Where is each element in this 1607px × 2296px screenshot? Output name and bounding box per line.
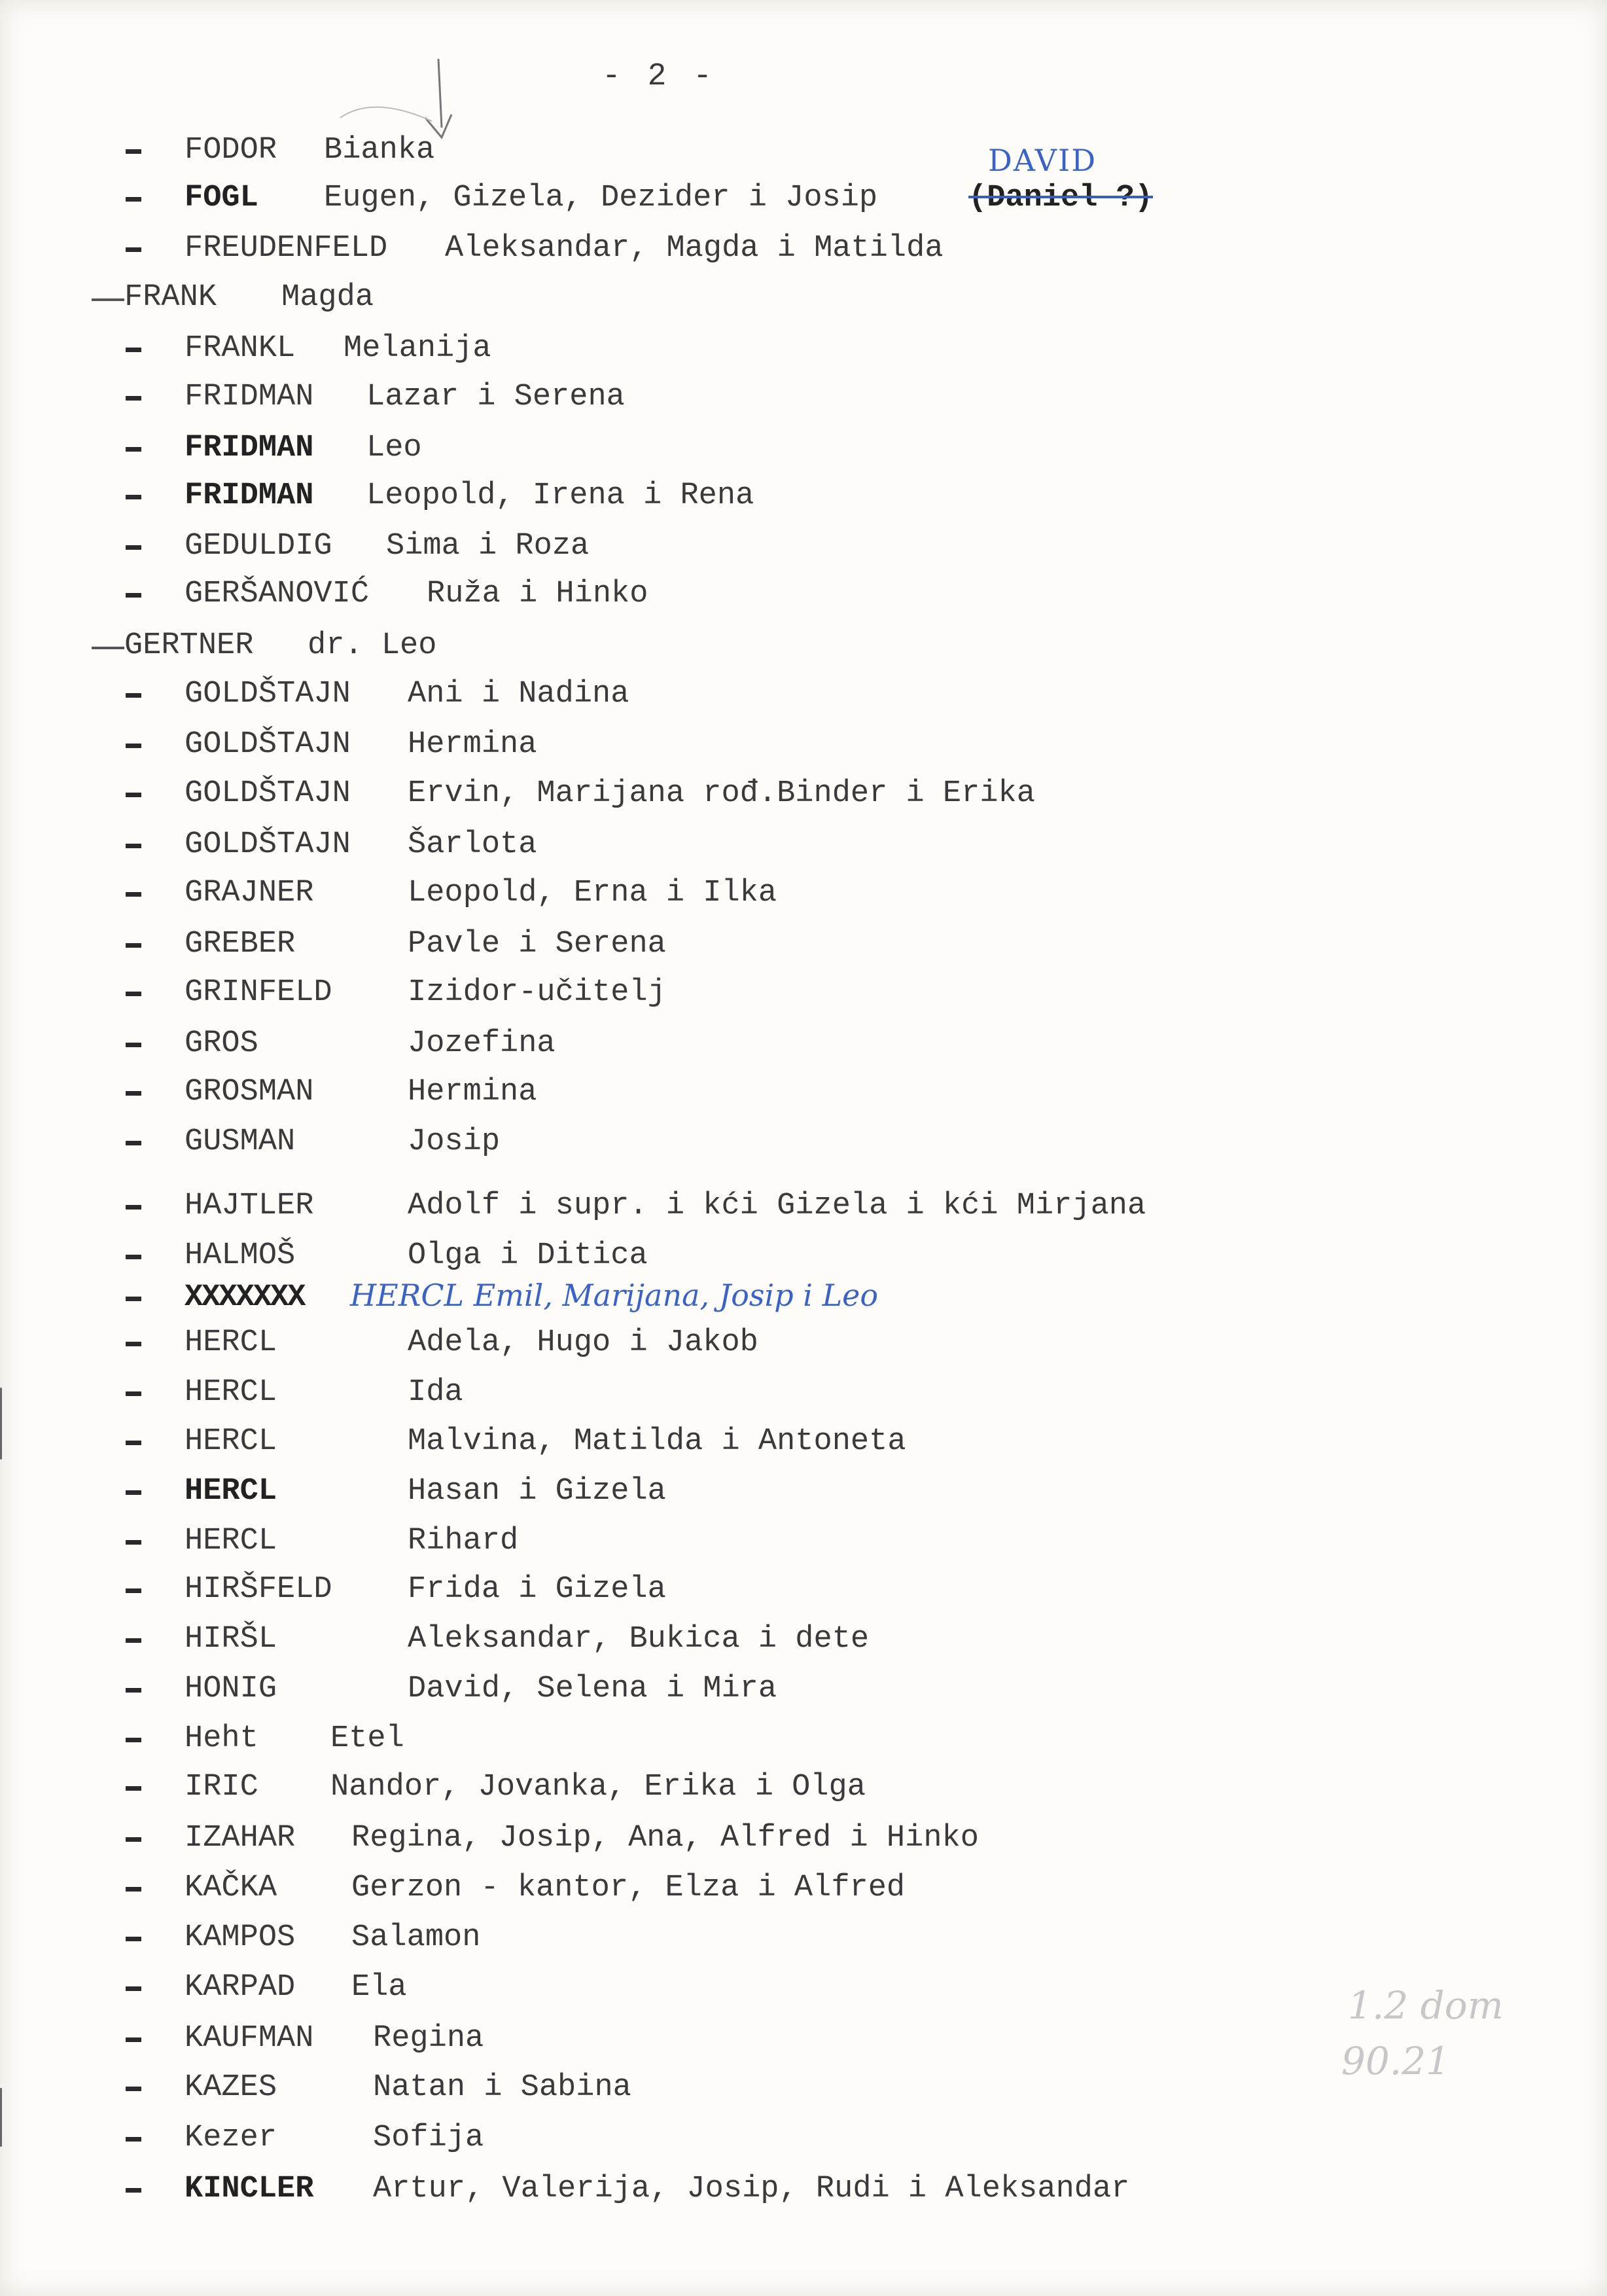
list-item <box>0 1816 1607 1861</box>
list-dash <box>126 197 141 202</box>
list-dash <box>126 1688 141 1693</box>
given-names: Gerzon - kantor, Elza i Alfred <box>351 1871 906 1905</box>
list-item <box>0 2115 1607 2161</box>
given-names: Jozefina <box>408 1026 556 1061</box>
list-item <box>0 1666 1607 1712</box>
struck-out-surname: XXXXXXX <box>185 1280 305 1315</box>
page-number: - 2 - <box>602 59 716 94</box>
surname: GROS <box>185 1026 258 1061</box>
list-dash <box>126 992 141 996</box>
list-item <box>0 1915 1607 1961</box>
list-dash <box>126 2037 141 2042</box>
list-dash <box>126 1786 141 1791</box>
surname: KARPAD <box>185 1970 296 2005</box>
given-names: Ida <box>408 1375 463 1410</box>
given-names: Ani i Nadina <box>408 677 629 711</box>
list-item <box>0 374 1607 420</box>
list-dash <box>126 1986 141 1991</box>
surname: KAUFMAN <box>185 2021 314 2056</box>
surname: Heht <box>185 1721 258 1756</box>
given-names: Josip <box>408 1124 501 1159</box>
list-dash <box>126 2188 141 2193</box>
list-item <box>0 1865 1607 1911</box>
given-names: Leo <box>366 431 422 465</box>
surname: GOLDŠTAJN <box>185 827 351 862</box>
given-names: dr. Leo <box>308 628 437 663</box>
surname: GOLDŠTAJN <box>185 727 351 762</box>
list-item <box>0 275 1607 321</box>
list-dash <box>126 2137 141 2142</box>
given-names: Magda <box>281 280 374 315</box>
surname: FODOR <box>185 133 277 168</box>
list-dash <box>126 793 141 797</box>
given-names: Etel <box>330 1721 404 1756</box>
surname: IRIC <box>185 1770 258 1804</box>
surname: KAZES <box>185 2070 277 2105</box>
given-names: David, Selena i Mira <box>408 1672 777 1706</box>
given-names: Regina <box>373 2021 484 2056</box>
list-item <box>0 128 1607 173</box>
given-names: Hasan i Gizela <box>408 1474 666 1509</box>
surname: HALMOŠ <box>185 1238 296 1273</box>
page-edge-mark <box>0 1388 2 1460</box>
pencil-note-1: 1.2 dom <box>1348 1983 1504 2028</box>
list-item <box>0 1765 1607 1810</box>
list-item <box>0 1069 1607 1115</box>
given-names: Leopold, Irena i Rena <box>366 478 754 513</box>
list-dash <box>126 1837 141 1842</box>
given-names: Ervin, Marijana rođ.Binder i Erika <box>408 776 1035 811</box>
list-item <box>0 524 1607 569</box>
list-dash <box>126 1540 141 1545</box>
surname: KINCLER <box>185 2172 314 2206</box>
list-dash <box>126 844 141 848</box>
surname: GERŠANOVIĆ <box>185 577 370 611</box>
list-item <box>0 1617 1607 1662</box>
list-dash <box>126 1638 141 1643</box>
surname: HIRŠL <box>185 1622 277 1657</box>
given-names: Izidor-učitelj <box>408 975 666 1010</box>
list-item <box>0 1518 1607 1564</box>
given-names: Sima i Roza <box>386 529 590 564</box>
given-names: Rihard <box>408 1524 519 1558</box>
surname: HIRŠFELD <box>185 1572 332 1607</box>
handwritten-hercl-entry: HERCL Emil, Marijana, Josip i Leo <box>350 1278 879 1313</box>
list-item <box>0 1119 1607 1165</box>
surname: HERCL <box>185 1474 277 1509</box>
list-item <box>0 571 1607 617</box>
given-names: Eugen, Gizela, Dezider i Josip <box>324 181 878 215</box>
list-item <box>0 1370 1607 1416</box>
struck-out-daniel: (Daniel ?) <box>968 181 1154 215</box>
list-item <box>0 425 1607 471</box>
page-edge-mark <box>0 2088 2 2147</box>
list-dash <box>126 593 141 598</box>
given-names: Šarlota <box>408 827 537 862</box>
list-dash <box>126 1937 141 1941</box>
given-names: Olga i Ditica <box>408 1238 648 1273</box>
list-item <box>0 1567 1607 1613</box>
list-item <box>0 1021 1607 1067</box>
surname: HERCL <box>185 1375 277 1410</box>
list-dash <box>92 647 124 649</box>
given-names: Nandor, Jovanka, Erika i Olga <box>330 1770 866 1804</box>
given-names: Ruža i Hinko <box>427 577 648 611</box>
surname: FRANKL <box>185 331 296 366</box>
list-dash <box>126 495 141 499</box>
list-item <box>0 1716 1607 1762</box>
surname: KAČKA <box>185 1871 277 1905</box>
given-names: Ela <box>351 1970 407 2005</box>
list-item <box>0 722 1607 768</box>
list-dash <box>126 892 141 897</box>
list-dash <box>126 545 141 550</box>
surname: FRANK <box>124 280 217 315</box>
list-dash <box>126 943 141 948</box>
list-item <box>0 870 1607 916</box>
list-dash <box>126 1738 141 1742</box>
surname: HERCL <box>185 1325 277 1360</box>
list-dash <box>126 247 141 252</box>
given-names: Adela, Hugo i Jakob <box>408 1325 758 1360</box>
given-names: Aleksandar, Bukica i dete <box>408 1622 870 1657</box>
surname: FREUDENFELD <box>185 231 388 266</box>
given-names: Sofija <box>373 2121 484 2155</box>
surname: GRINFELD <box>185 975 332 1010</box>
given-names: Melanija <box>344 331 491 366</box>
surname: GEDULDIG <box>185 529 332 564</box>
surname: FRIDMAN <box>185 478 314 513</box>
surname: FRIDMAN <box>185 380 314 414</box>
given-names: Malvina, Matilda i Antoneta <box>408 1424 906 1459</box>
list-dash <box>126 2087 141 2091</box>
pencil-note-2: 90.21 <box>1341 2039 1451 2083</box>
given-names: Hermina <box>408 1075 537 1109</box>
list-dash <box>126 348 141 352</box>
list-item <box>0 771 1607 817</box>
surname: HERCL <box>185 1524 277 1558</box>
list-dash <box>126 1588 141 1593</box>
given-names: Bianka <box>324 133 435 168</box>
surname: GROSMAN <box>185 1075 314 1109</box>
given-names: Salamon <box>351 1920 481 1955</box>
surname: IZAHAR <box>185 1821 296 1856</box>
given-names: Artur, Valerija, Josip, Rudi i Aleksandar <box>373 2172 1130 2206</box>
surname: HERCL <box>185 1424 277 1459</box>
given-names: Regina, Josip, Ana, Alfred i Hinko <box>351 1821 979 1856</box>
list-dash <box>126 1441 141 1445</box>
surname: GOLDŠTAJN <box>185 677 351 711</box>
hercl-handwritten-row <box>0 1275 1607 1321</box>
list-item <box>0 2166 1607 2212</box>
given-names: Frida i Gizela <box>408 1572 666 1607</box>
list-dash <box>126 149 141 154</box>
surname: GUSMAN <box>185 1124 296 1159</box>
list-dash <box>126 693 141 698</box>
surname: GRAJNER <box>185 876 314 910</box>
list-dash <box>126 1141 141 1145</box>
given-names: Hermina <box>408 727 537 762</box>
given-names: Adolf i supr. i kći Gizela i kći Mirjana <box>408 1189 1146 1223</box>
list-item <box>0 326 1607 372</box>
list-item <box>0 1469 1607 1515</box>
given-names: Leopold, Erna i Ilka <box>408 876 777 910</box>
surname: Kezer <box>185 2121 277 2155</box>
list-item <box>0 226 1607 272</box>
list-dash <box>126 1342 141 1346</box>
list-item <box>0 1183 1607 1229</box>
list-item <box>0 822 1607 868</box>
list-dash <box>126 396 141 401</box>
list-dash <box>92 298 124 301</box>
list-item <box>0 175 1607 221</box>
list-item <box>0 672 1607 717</box>
list-item <box>0 970 1607 1016</box>
list-item <box>0 1419 1607 1465</box>
handwritten-david: DAVID <box>988 143 1097 178</box>
list-dash <box>126 1391 141 1396</box>
surname: HONIG <box>185 1672 277 1706</box>
list-dash <box>126 1490 141 1495</box>
list-dash <box>126 1255 141 1259</box>
list-item <box>0 473 1607 519</box>
given-names: Aleksandar, Magda i Matilda <box>445 231 944 266</box>
list-dash <box>126 1091 141 1096</box>
given-names: Lazar i Serena <box>366 380 625 414</box>
given-names: Pavle i Serena <box>408 927 666 961</box>
surname: GREBER <box>185 927 296 961</box>
surname: HAJTLER <box>185 1189 314 1223</box>
list-dash <box>126 1205 141 1210</box>
surname: KAMPOS <box>185 1920 296 1955</box>
surname: FOGL <box>185 181 258 215</box>
list-item <box>0 623 1607 669</box>
surname: FRIDMAN <box>185 431 314 465</box>
surname: GERTNER <box>124 628 254 663</box>
list-item <box>0 922 1607 967</box>
list-dash <box>126 1887 141 1892</box>
list-dash <box>126 744 141 748</box>
given-names: Natan i Sabina <box>373 2070 631 2105</box>
list-item <box>0 1320 1607 1366</box>
surname: GOLDŠTAJN <box>185 776 351 811</box>
list-dash <box>126 1043 141 1047</box>
list-dash <box>126 447 141 452</box>
